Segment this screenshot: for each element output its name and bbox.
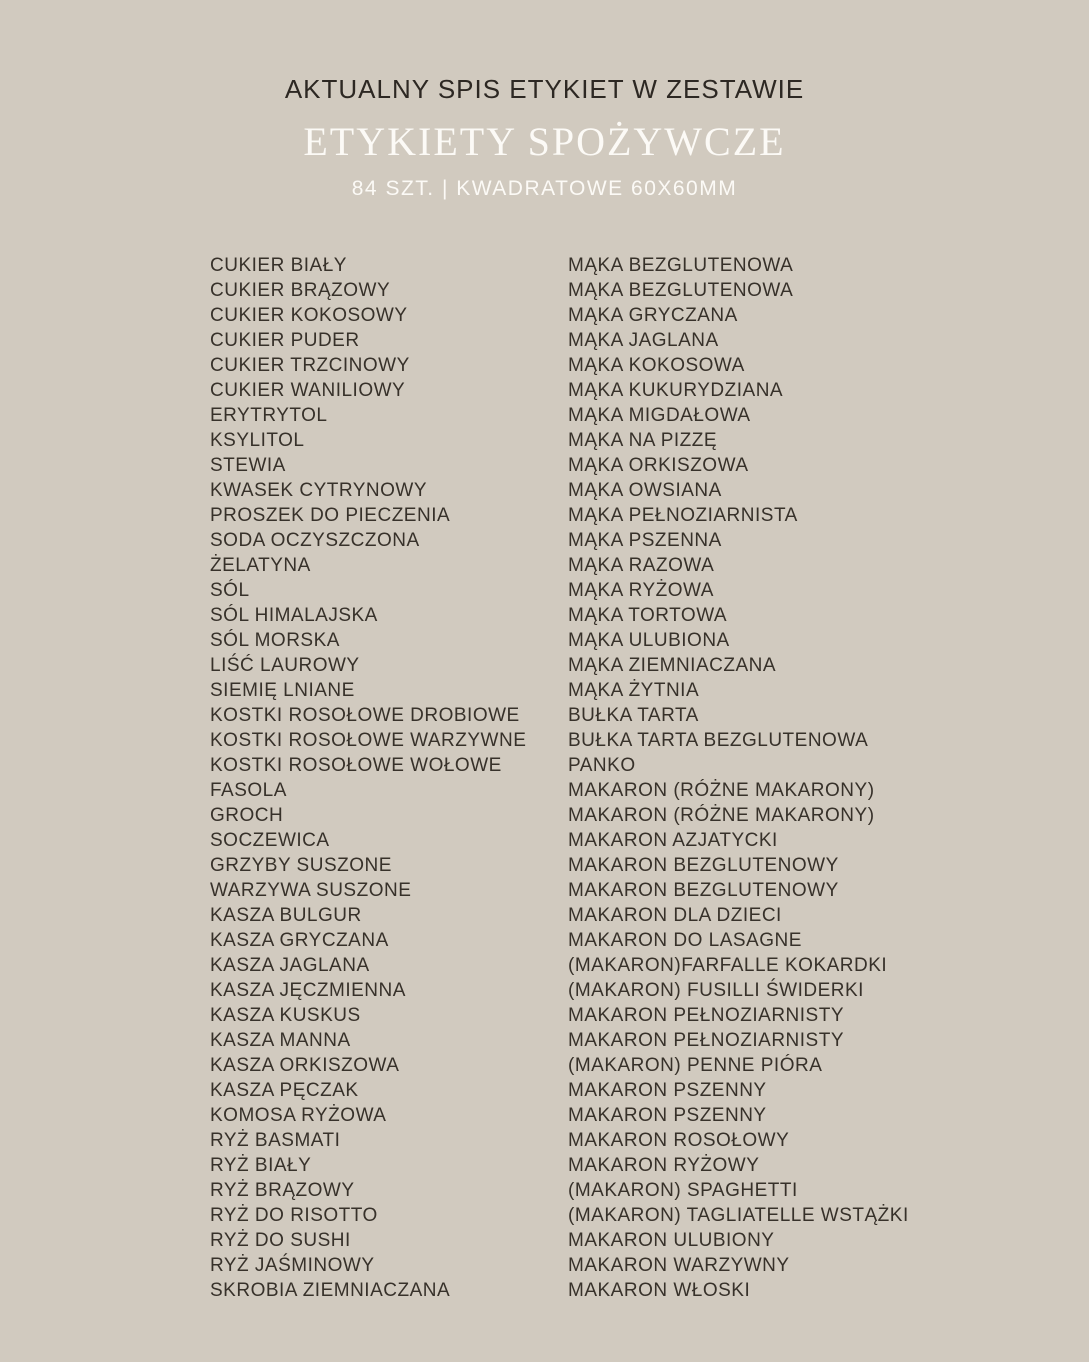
list-item: KOSTKI ROSOŁOWE WOŁOWE xyxy=(210,755,502,776)
list-item: MĄKA ORKISZOWA xyxy=(568,455,749,476)
list-item: MĄKA TORTOWA xyxy=(568,605,728,626)
list-item: MAKARON PEŁNOZIARNISTY xyxy=(568,1005,844,1026)
page-kicker: AKTUALNY SPIS ETYKIET W ZESTAWIE xyxy=(284,74,805,104)
list-item: MAKARON (RÓŻNE MAKARONY) xyxy=(568,805,875,826)
list-item: MAKARON RYŻOWY xyxy=(568,1155,760,1176)
label-list xyxy=(0,253,1089,1303)
list-item: MAKARON BEZGLUTENOWY xyxy=(568,855,839,876)
list-item: (MAKARON) TAGLIATELLE WSTĄŻKI xyxy=(568,1205,909,1226)
list-item: (MAKARON) SPAGHETTI xyxy=(568,1180,798,1201)
list-item: MĄKA JAGLANA xyxy=(568,330,719,351)
list-item: STEWIA xyxy=(210,455,286,476)
list-item: MĄKA ULUBIONA xyxy=(568,630,730,651)
list-item: MĄKA RYŻOWA xyxy=(568,580,714,601)
page-title: ETYKIETY SPOŻYWCZE xyxy=(303,119,786,164)
list-item: SIEMIĘ LNIANE xyxy=(210,680,355,701)
page-meta: 84 SZT. | KWADRATOWE 60X60MM xyxy=(351,177,738,200)
list-item: GROCH xyxy=(210,805,284,826)
list-item: (MAKARON) FUSILLI ŚWIDERKI xyxy=(568,980,864,1001)
column-right xyxy=(568,253,909,1303)
list-item: RYŻ BASMATI xyxy=(210,1130,341,1151)
list-item: SÓL xyxy=(210,580,250,601)
list-item: ŻELATYNA xyxy=(210,555,311,576)
list-item: MAKARON PEŁNOZIARNISTY xyxy=(568,1030,844,1051)
list-item: PROSZEK DO PIECZENIA xyxy=(210,505,451,526)
list-item: CUKIER WANILIOWY xyxy=(210,380,406,401)
list-item: SÓL MORSKA xyxy=(210,630,340,651)
list-item: RYŻ DO SUSHI xyxy=(210,1230,351,1251)
list-item: (MAKARON) PENNE PIÓRA xyxy=(568,1055,823,1076)
list-item: KOMOSA RYŻOWA xyxy=(210,1105,387,1126)
list-item: KASZA JĘCZMIENNA xyxy=(210,980,406,1001)
list-item: GRZYBY SUSZONE xyxy=(210,855,392,876)
list-item: MAKARON PSZENNY xyxy=(568,1105,767,1126)
list-item: MAKARON WARZYWNY xyxy=(568,1255,790,1276)
list-item: LIŚĆ LAUROWY xyxy=(210,655,360,676)
list-item: SKROBIA ZIEMNIACZANA xyxy=(210,1280,451,1301)
list-item: MĄKA MIGDAŁOWA xyxy=(568,405,751,426)
list-item: MĄKA NA PIZZĘ xyxy=(568,430,718,451)
list-item: CUKIER BIAŁY xyxy=(210,255,347,276)
header xyxy=(0,0,1089,200)
list-item: KASZA PĘCZAK xyxy=(210,1080,359,1101)
list-item: PANKO xyxy=(568,755,636,776)
list-item: ERYTRYTOL xyxy=(210,405,328,426)
list-item: MAKARON DLA DZIECI xyxy=(568,905,782,926)
list-item: WARZYWA SUSZONE xyxy=(210,880,412,901)
list-item: MAKARON (RÓŻNE MAKARONY) xyxy=(568,780,875,801)
list-item: MĄKA KOKOSOWA xyxy=(568,355,745,376)
list-item: KASZA KUSKUS xyxy=(210,1005,361,1026)
column-left xyxy=(210,253,568,1303)
list-item: MAKARON WŁOSKI xyxy=(568,1280,751,1301)
list-item: MĄKA BEZGLUTENOWA xyxy=(568,255,794,276)
list-item: MAKARON BEZGLUTENOWY xyxy=(568,880,839,901)
list-item: KOSTKI ROSOŁOWE DROBIOWE xyxy=(210,705,520,726)
list-item: MĄKA ŻYTNIA xyxy=(568,680,700,701)
list-item: MĄKA ZIEMNIACZANA xyxy=(568,655,777,676)
list-item: KASZA BULGUR xyxy=(210,905,362,926)
list-item: MĄKA BEZGLUTENOWA xyxy=(568,280,794,301)
list-item: MĄKA PSZENNA xyxy=(568,530,722,551)
list-item: RYŻ JAŚMINOWY xyxy=(210,1255,375,1276)
list-item: CUKIER KOKOSOWY xyxy=(210,305,408,326)
list-item: MAKARON AZJATYCKI xyxy=(568,830,778,851)
list-item: BUŁKA TARTA BEZGLUTENOWA xyxy=(568,730,869,751)
list-item: RYŻ BIAŁY xyxy=(210,1155,312,1176)
list-item: CUKIER PUDER xyxy=(210,330,360,351)
list-item: KWASEK CYTRYNOWY xyxy=(210,480,428,501)
list-item: MĄKA RAZOWA xyxy=(568,555,715,576)
list-item: CUKIER BRĄZOWY xyxy=(210,280,391,301)
list-item: SOCZEWICA xyxy=(210,830,330,851)
list-item: BUŁKA TARTA xyxy=(568,705,699,726)
list-item: KASZA ORKISZOWA xyxy=(210,1055,400,1076)
list-item: SODA OCZYSZCZONA xyxy=(210,530,420,551)
list-item: RYŻ BRĄZOWY xyxy=(210,1180,355,1201)
list-item: MAKARON ULUBIONY xyxy=(568,1230,775,1251)
list-item: KOSTKI ROSOŁOWE WARZYWNE xyxy=(210,730,527,751)
list-item: MĄKA GRYCZANA xyxy=(568,305,738,326)
list-item: (MAKARON)FARFALLE KOKARDKI xyxy=(568,955,888,976)
list-item: MĄKA PEŁNOZIARNISTA xyxy=(568,505,798,526)
list-item: MAKARON PSZENNY xyxy=(568,1080,767,1101)
list-item: MAKARON ROSOŁOWY xyxy=(568,1130,790,1151)
list-item: MAKARON DO LASAGNE xyxy=(568,930,802,951)
list-item: SÓL HIMALAJSKA xyxy=(210,605,378,626)
list-item: KASZA MANNA xyxy=(210,1030,351,1051)
list-item: MĄKA KUKURYDZIANA xyxy=(568,380,784,401)
list-item: KASZA JAGLANA xyxy=(210,955,370,976)
list-item: MĄKA OWSIANA xyxy=(568,480,722,501)
list-item: RYŻ DO RISOTTO xyxy=(210,1205,378,1226)
list-item: KASZA GRYCZANA xyxy=(210,930,389,951)
list-item: CUKIER TRZCINOWY xyxy=(210,355,410,376)
list-item: KSYLITOL xyxy=(210,430,305,451)
list-item: FASOLA xyxy=(210,780,287,801)
